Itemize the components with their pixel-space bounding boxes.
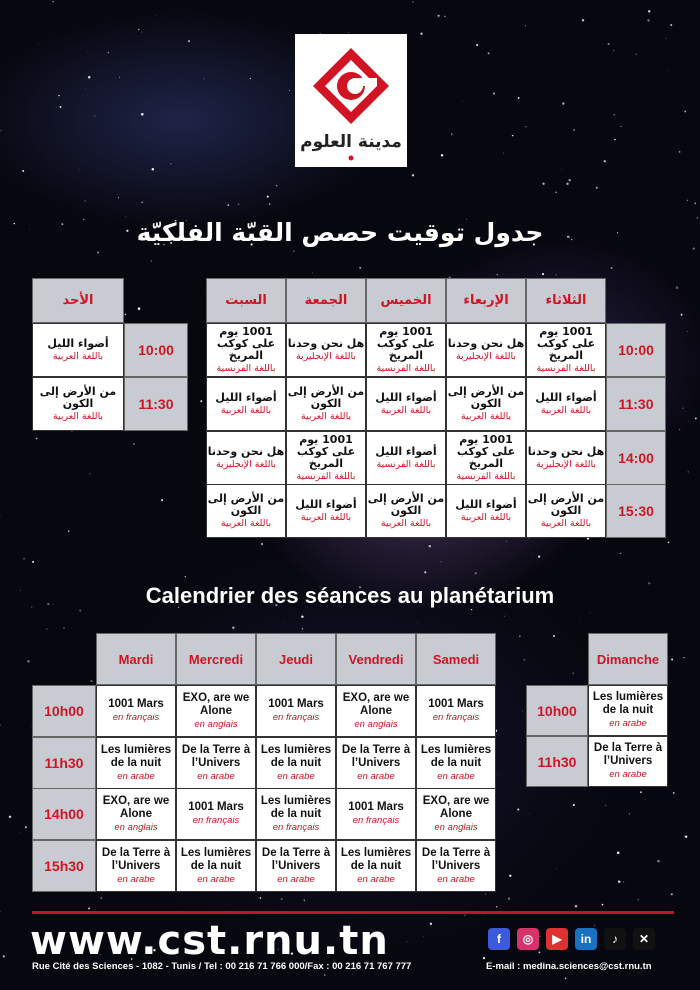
session-cell — [336, 737, 416, 789]
session-language: باللغة العربية — [52, 410, 104, 422]
session-cell — [32, 323, 124, 377]
session-language: باللغة العربية — [460, 511, 512, 523]
session-title: EXO, are we Alone — [102, 794, 170, 820]
x-icon[interactable]: ✕ — [633, 928, 655, 950]
time-label: 10:00 — [138, 342, 174, 358]
time-slot — [32, 685, 96, 737]
time-label: 10h00 — [44, 703, 84, 719]
session-cell — [366, 377, 446, 431]
session-title: De la Terre à l’Univers — [101, 846, 171, 872]
day-label: الجمعة — [304, 293, 348, 308]
day-header-sunday — [588, 633, 668, 685]
session-language: باللغة الإنجليزية — [535, 458, 597, 470]
session-title: 1001 يوم على كوكب المريخ — [376, 324, 436, 362]
cst-logo — [295, 34, 407, 167]
website-url[interactable]: www.cst.rnu.tn — [30, 918, 389, 964]
instagram-icon[interactable]: ◎ — [517, 928, 539, 950]
session-title: Les lumières de la nuit — [180, 846, 252, 872]
session-title: 1001 Mars — [268, 698, 324, 710]
session-title: أضواء الليل — [375, 390, 437, 404]
session-cell — [336, 840, 416, 892]
day-header-sunday — [32, 278, 124, 323]
day-header — [446, 278, 526, 323]
session-language: باللغة الفرنسية — [536, 362, 596, 374]
footer-email[interactable]: E-mail : medina.sciences@cst.rnu.tn — [486, 961, 652, 972]
session-language: باللغة الإنجليزية — [295, 350, 357, 362]
session-title: أضواء الليل — [47, 336, 109, 350]
day-header — [176, 633, 256, 685]
session-title: 1001 يوم على كوكب المريخ — [216, 324, 276, 362]
session-title: EXO, are we Alone — [422, 794, 490, 820]
session-language: en français — [352, 815, 400, 826]
session-language: en arabe — [117, 873, 155, 885]
time-label: 14:00 — [618, 450, 654, 466]
day-label: Dimanche — [596, 651, 660, 667]
session-cell — [336, 685, 416, 737]
day-label: الإربعاء — [463, 293, 509, 308]
footer-address: Rue Cité des Sciences - 1082 - Tunis / Tel : 00 216 71 766 000/Fax : 00 216 71 767 777 — [32, 961, 412, 972]
session-language: en anglais — [434, 821, 478, 833]
session-title: Les lumières de la nuit — [420, 743, 492, 769]
session-title: أضواء الليل — [375, 444, 437, 458]
session-cell — [206, 484, 286, 538]
session-language: باللغة العربية — [220, 517, 272, 529]
session-title: أضواء الليل — [215, 390, 277, 404]
time-slot — [124, 377, 188, 431]
session-title: هل نحن وحدنا — [287, 336, 365, 350]
youtube-icon[interactable]: ▶ — [546, 928, 568, 950]
day-header — [526, 278, 606, 323]
day-label: Samedi — [432, 651, 480, 667]
session-cell — [526, 323, 606, 377]
session-cell — [416, 685, 496, 737]
day-header — [366, 278, 446, 323]
facebook-icon[interactable]: f — [488, 928, 510, 950]
session-title: De la Terre à l’Univers — [181, 743, 251, 769]
time-slot — [606, 484, 666, 538]
session-cell — [206, 377, 286, 431]
time-slot — [32, 840, 96, 892]
session-cell — [32, 377, 124, 431]
session-language: en arabe — [437, 873, 475, 885]
time-slot — [606, 431, 666, 485]
session-title: De la Terre à l’Univers — [593, 742, 663, 767]
session-title: EXO, are we Alone — [342, 691, 410, 717]
session-language: en arabe — [277, 873, 315, 885]
day-header — [286, 278, 366, 323]
session-title: Les lumières de la nuit — [340, 846, 412, 872]
session-language: باللغة الفرنسية — [456, 470, 516, 482]
session-language: en français — [272, 821, 320, 833]
session-language: باللغة الإنجليزية — [455, 350, 517, 362]
session-language: en anglais — [114, 821, 158, 833]
session-language: en arabe — [357, 770, 395, 782]
session-title: هل نحن وحدنا — [527, 444, 605, 458]
session-cell — [336, 788, 416, 840]
session-language: باللغة الفرنسية — [376, 362, 436, 374]
session-cell — [96, 840, 176, 892]
session-cell — [176, 788, 256, 840]
day-label: الأحد — [62, 293, 94, 308]
session-language: باللغة العربية — [220, 404, 272, 416]
session-cell — [286, 377, 366, 431]
session-title: أضواء الليل — [455, 497, 517, 511]
session-language: باللغة الفرنسية — [296, 470, 356, 482]
session-cell — [176, 737, 256, 789]
time-slot — [526, 685, 588, 736]
session-cell — [206, 431, 286, 485]
session-cell — [446, 377, 526, 431]
linkedin-icon[interactable]: in — [575, 928, 597, 950]
session-cell — [588, 736, 668, 787]
session-title: هل نحن وحدنا — [207, 444, 285, 458]
session-cell — [446, 431, 526, 485]
day-label: Jeudi — [279, 651, 313, 667]
session-language: en arabe — [609, 769, 647, 780]
session-title: De la Terre à l’Univers — [261, 846, 331, 872]
session-language: en anglais — [354, 718, 398, 730]
session-language: باللغة الفرنسية — [376, 458, 436, 470]
session-language: en arabe — [117, 770, 155, 782]
time-label: 11:30 — [618, 396, 654, 412]
session-title: De la Terre à l’Univers — [421, 846, 491, 872]
day-header — [206, 278, 286, 323]
session-cell — [206, 323, 286, 377]
session-title: De la Terre à l’Univers — [341, 743, 411, 769]
session-cell — [286, 484, 366, 538]
session-language: en arabe — [277, 770, 315, 782]
session-cell — [96, 737, 176, 789]
time-label: 15:30 — [618, 503, 654, 519]
day-label: الثلاثاء — [545, 293, 587, 308]
session-cell — [366, 431, 446, 485]
session-cell — [526, 484, 606, 538]
session-cell — [176, 840, 256, 892]
session-cell — [256, 685, 336, 737]
session-language: en arabe — [357, 873, 395, 885]
session-title: Les lumières de la nuit — [592, 691, 664, 716]
day-label: الخميس — [380, 293, 432, 308]
session-title: 1001 Mars — [348, 801, 404, 813]
time-label: 10h00 — [537, 702, 577, 719]
session-cell — [446, 484, 526, 538]
session-cell — [446, 323, 526, 377]
session-cell — [96, 685, 176, 737]
day-label: السبت — [225, 293, 267, 308]
session-language: en français — [272, 712, 320, 723]
session-cell — [256, 737, 336, 789]
session-language: en anglais — [194, 718, 238, 730]
time-slot — [32, 788, 96, 840]
session-title: Les lumières de la nuit — [260, 794, 332, 820]
day-header — [256, 633, 336, 685]
session-title: 1001 يوم على كوكب المريخ — [536, 324, 596, 362]
day-header — [416, 633, 496, 685]
session-cell — [176, 685, 256, 737]
day-label: Mardi — [118, 651, 154, 667]
footer-divider — [32, 911, 674, 914]
session-language: en français — [112, 712, 160, 723]
session-title: Les lumières de la nuit — [260, 743, 332, 769]
time-slot — [526, 736, 588, 787]
session-title: أضواء الليل — [295, 497, 357, 511]
session-title: من الأرض إلى الكون — [287, 384, 365, 410]
session-cell — [526, 431, 606, 485]
session-title: أضواء الليل — [535, 390, 597, 404]
time-slot — [606, 377, 666, 431]
session-language: باللغة الإنجليزية — [215, 458, 277, 470]
session-cell — [366, 484, 446, 538]
time-slot — [124, 323, 188, 377]
session-cell — [256, 840, 336, 892]
session-cell — [526, 377, 606, 431]
time-slot — [32, 737, 96, 789]
session-language: باللغة الفرنسية — [216, 362, 276, 374]
session-title: من الأرض إلى الكون — [447, 384, 525, 410]
session-title: 1001 يوم على كوكب المريخ — [296, 432, 356, 470]
session-cell — [286, 431, 366, 485]
time-slot — [606, 323, 666, 377]
session-cell — [588, 685, 668, 736]
session-cell — [416, 788, 496, 840]
session-cell — [286, 323, 366, 377]
session-title: من الأرض إلى الكون — [527, 491, 605, 517]
session-title: 1001 Mars — [428, 698, 484, 710]
session-title: EXO, are we Alone — [182, 691, 250, 717]
tiktok-icon[interactable]: ♪ — [604, 928, 626, 950]
session-language: en arabe — [609, 718, 647, 729]
session-cell — [256, 788, 336, 840]
session-title: من الأرض إلى الكون — [207, 491, 285, 517]
session-cell — [366, 323, 446, 377]
time-label: 11h30 — [537, 753, 577, 770]
day-label: Mercredi — [188, 651, 244, 667]
time-label: 10:00 — [618, 342, 654, 358]
day-header — [336, 633, 416, 685]
session-title: Les lumières de la nuit — [100, 743, 172, 769]
session-language: باللغة العربية — [52, 350, 104, 362]
session-title: هل نحن وحدنا — [447, 336, 525, 350]
time-label: 11h30 — [44, 755, 84, 771]
session-title: 1001 يوم على كوكب المريخ — [456, 432, 516, 470]
session-language: en arabe — [197, 770, 235, 782]
session-language: باللغة العربية — [300, 410, 352, 422]
arabic-title: جدول توقيت حصص القبّة الفلكيّة — [136, 218, 544, 247]
session-language: باللغة العربية — [300, 511, 352, 523]
session-cell — [416, 840, 496, 892]
time-label: 11:30 — [138, 396, 174, 412]
day-label: Vendredi — [348, 651, 404, 667]
session-language: en arabe — [437, 770, 475, 782]
time-label: 14h00 — [44, 806, 84, 822]
session-language: en français — [192, 815, 240, 826]
session-language: باللغة العربية — [380, 517, 432, 529]
french-title: Calendrier des séances au planétarium — [145, 583, 555, 608]
session-title: من الأرض إلى الكون — [39, 384, 117, 410]
session-language: en arabe — [197, 873, 235, 885]
session-language: en français — [432, 712, 480, 723]
session-language: باللغة العربية — [540, 404, 592, 416]
session-cell — [96, 788, 176, 840]
session-language: باللغة العربية — [540, 517, 592, 529]
logo-text: مدينة العلوم — [300, 132, 402, 152]
session-language: باللغة العربية — [380, 404, 432, 416]
session-title: 1001 Mars — [188, 801, 244, 813]
time-label: 15h30 — [44, 858, 84, 874]
session-title: 1001 Mars — [108, 698, 164, 710]
day-header — [96, 633, 176, 685]
session-title: من الأرض إلى الكون — [367, 491, 445, 517]
session-cell — [416, 737, 496, 789]
session-language: باللغة العربية — [460, 410, 512, 422]
